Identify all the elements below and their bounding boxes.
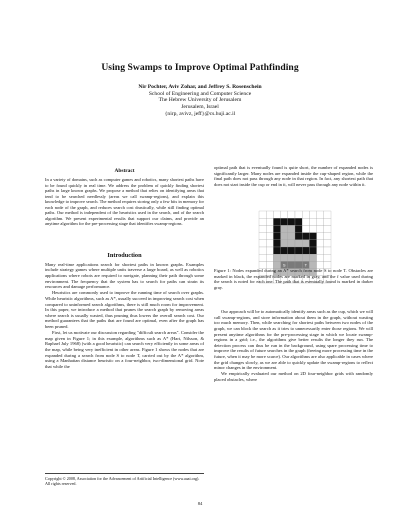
author-email: {nirp, avivz, jeff}@cs.huji.ac.il	[164, 110, 236, 117]
grid-cell-expanded	[295, 240, 302, 247]
introduction-heading: Introduction	[107, 252, 142, 259]
grid-cell-empty	[317, 254, 324, 261]
grid-cell-expanded	[281, 225, 288, 232]
page-number: 84	[197, 501, 203, 506]
grid-cell-empty	[309, 225, 316, 232]
grid-cell-expanded	[295, 254, 302, 261]
grid-cell-expanded	[281, 254, 288, 261]
grid-cell-empty	[266, 247, 273, 254]
grid-cell-empty	[273, 211, 280, 218]
grid-cell-empty	[317, 211, 324, 218]
grid-cell-empty	[302, 211, 309, 218]
grid-cell-empty	[266, 225, 273, 232]
grid-cell-obstacle	[309, 247, 316, 254]
grid-cell-obstacle	[295, 225, 302, 232]
copyright-notice: Copyright © 2008, Association for the Advancement of Artificial Intelligence (www.aaai.org). All rights reserved.	[45, 473, 204, 486]
abstract-text: In a variety of domains, such as computer games and robotics, many shortest paths have to be found quickly in real time. We address the problem of quickly finding shortest paths in large known graphs. We propose a method that relies on identifying areas that tend to be searched needlessly (areas we call swamp-regions), and explain this knowledge to improve search. The method requires storing only a few bits in memory for each node of the graph, and reduces search cost drastically, while still finding optimal paths. Our method is independent of the heuristics used in the search, and of the search algorithm. We present experimental results that support our claims, and provide an anytime algorithm for the pre-processing stage that identifies swamp-regions.	[45, 177, 204, 226]
grid-cell-expanded	[309, 254, 316, 261]
abstract-heading: Abstract	[114, 168, 135, 174]
grid-cell-obstacle	[273, 233, 280, 240]
grid-cell-expanded	[288, 254, 295, 261]
grid-cell-empty	[259, 218, 266, 225]
right-column-bottom	[214, 309, 373, 383]
grid-cell-obstacle	[309, 233, 316, 240]
grid-cell-expanded	[273, 254, 280, 261]
grid-cell-obstacle	[288, 218, 295, 225]
grid-cell-obstacle	[281, 247, 288, 254]
grid-cell-empty	[259, 254, 266, 261]
grid-cell-empty	[309, 211, 316, 218]
grid-cell-empty	[266, 254, 273, 261]
author-block	[0, 84, 400, 118]
grid-cell-expanded	[302, 240, 309, 247]
grid-cell-empty	[317, 240, 324, 247]
grid-cell-empty	[266, 218, 273, 225]
grid-cell-empty	[309, 218, 316, 225]
start-node-label: S	[282, 262, 286, 268]
grid-cell-obstacle	[295, 233, 302, 240]
body-paragraph: Our approach will be to automatically identify areas such as the cup, which we will call swamp-regions, and store information about them in the graph, without wasting too much memory. Then, while searching for shortest paths between two nodes of the graph, we can block the search as it tries to unnecessarily enter those regions. We will present anytime algorithms for the pre-processing stage in which we locate swamp-regions in a grid; i.e., the algorithms give better results the longer they run. The detection process can thus be run in the background, using spare processing time to improve the results of future searches in the graph (freeing more processing time in the future, when it may be more scarce). Our algorithms are also applicable in cases where the grid changes slowly, as we are able to quickly update the swamp-regions to reflect minor changes in the environment.	[214, 309, 373, 371]
right-column-top	[214, 165, 373, 188]
grid-cell-empty	[302, 225, 309, 232]
grid-cell-empty	[324, 218, 331, 225]
grid-cell-empty	[302, 218, 309, 225]
grid-cell-obstacle	[273, 247, 280, 254]
intro-paragraph: Heuristics are commonly used to improve the running time of search over graphs. While heuristic algorithms, such as A*, usually succeed in improving search cost when compared to uninformed search algorithms, there is still much room for improvement. In this paper, we introduce a method that prunes the search graph by removing areas where search is usually wasted, thus pruning thus lowers the overall search cost. Our method guarantees that the paths that are found are optimal, even after the graph has been pruned.	[45, 290, 204, 329]
intro-paragraph: First, let us motivate our discussion regarding "difficult search areas". Consider the map given in Figure 1; in this example, algorithms such as A* (Hart, Nilsson, & Raphael July 1968) (with a good heuristic) can search very efficiently in some areas of the map, while being very inefficient in other areas. Figure 1 shows the nodes that are expanded during a search from node S to node T, carried out by the A* algorithm, using a Manhattan distance heuristic on a four-neighbor, two-dimensional grid. Note that while the	[45, 330, 204, 369]
grid-cell-obstacle	[273, 218, 280, 225]
grid-cell-empty	[266, 240, 273, 247]
grid-cell-expanded	[288, 233, 295, 240]
figure-caption: Figure 1: Nodes expanded during an A* search from node S to node T. Obstacles are marked in black, the expanded nodes are marked in gray, and the f value used during the search is noted for each one. The path that is eventually found is marked in darker gray.	[214, 268, 373, 290]
grid-cell-empty	[324, 247, 331, 254]
body-paragraph: We empirically evaluated our method on 2D four-neighbor grids with randomly placed obstacles, where	[214, 371, 373, 382]
intro-paragraph: Many real-time applications search for shortest paths in known graphs. Examples include strategy games where multiple units traverse a large board, as well as robotics applications where robots are required to navigate, planning their path through some environment. The frequency that the system has to search for paths can strain its resources and damage performance.	[45, 261, 204, 290]
grid-cell-empty	[295, 211, 302, 218]
target-node-label: T	[304, 262, 308, 268]
grid-cell-obstacle	[273, 240, 280, 247]
grid-cell-empty	[324, 254, 331, 261]
grid-cell-empty	[317, 247, 324, 254]
grid-cell-empty	[324, 225, 331, 232]
grid-cell-obstacle	[302, 247, 309, 254]
grid-cell-expanded	[281, 233, 288, 240]
grid-cell-empty	[288, 211, 295, 218]
grid-cell-empty	[281, 211, 288, 218]
grid-cell-expanded	[302, 254, 309, 261]
grid-cell-empty	[266, 233, 273, 240]
grid-cell-obstacle	[273, 225, 280, 232]
grid-cell-empty	[317, 218, 324, 225]
grid-cell-empty	[324, 240, 331, 247]
grid-cell-empty	[259, 211, 266, 218]
grid-cell-obstacle	[302, 233, 309, 240]
grid-cell-obstacle	[281, 218, 288, 225]
grid-cell-obstacle	[295, 247, 302, 254]
author-names: Nir Pochter, Aviv Zohar, and Jeffrey S. Rosenschein	[138, 84, 262, 90]
grid-cell-empty	[259, 233, 266, 240]
grid-cell-obstacle	[309, 240, 316, 247]
grid-cell-empty	[324, 211, 331, 218]
grid-cell-empty	[317, 225, 324, 232]
grid-cell-expanded	[288, 225, 295, 232]
grid-cell-empty	[324, 233, 331, 240]
grid-cell-empty	[259, 240, 266, 247]
grid-cell-expanded	[281, 240, 288, 247]
grid-cell-empty	[266, 211, 273, 218]
grid-cell-expanded	[288, 240, 295, 247]
abstract-section	[45, 168, 204, 227]
affiliation-line: Jerusalem, Israel	[181, 104, 219, 111]
affiliation-line: The Hebrew University of Jerusalem	[158, 97, 242, 104]
grid-cell-empty	[259, 225, 266, 232]
grid-cell-empty	[259, 247, 266, 254]
body-paragraph: optimal path that is eventually found is quite short, the number of expanded nodes is significantly larger. Many nodes are expanded inside the cup-shaped region, while the final path does not pass through any node in that region. In fact, any shortest path that does not start inside the cup or end in it, will never pass through any node within it.	[214, 165, 373, 187]
paper-title: Using Swamps to Improve Optimal Pathfinding	[101, 62, 299, 73]
grid-cell-obstacle	[295, 218, 302, 225]
introduction-section	[45, 253, 204, 370]
grid-cell-empty	[317, 233, 324, 240]
affiliation-line: School of Engineering and Computer Science	[148, 90, 252, 97]
grid-cell-obstacle	[288, 247, 295, 254]
